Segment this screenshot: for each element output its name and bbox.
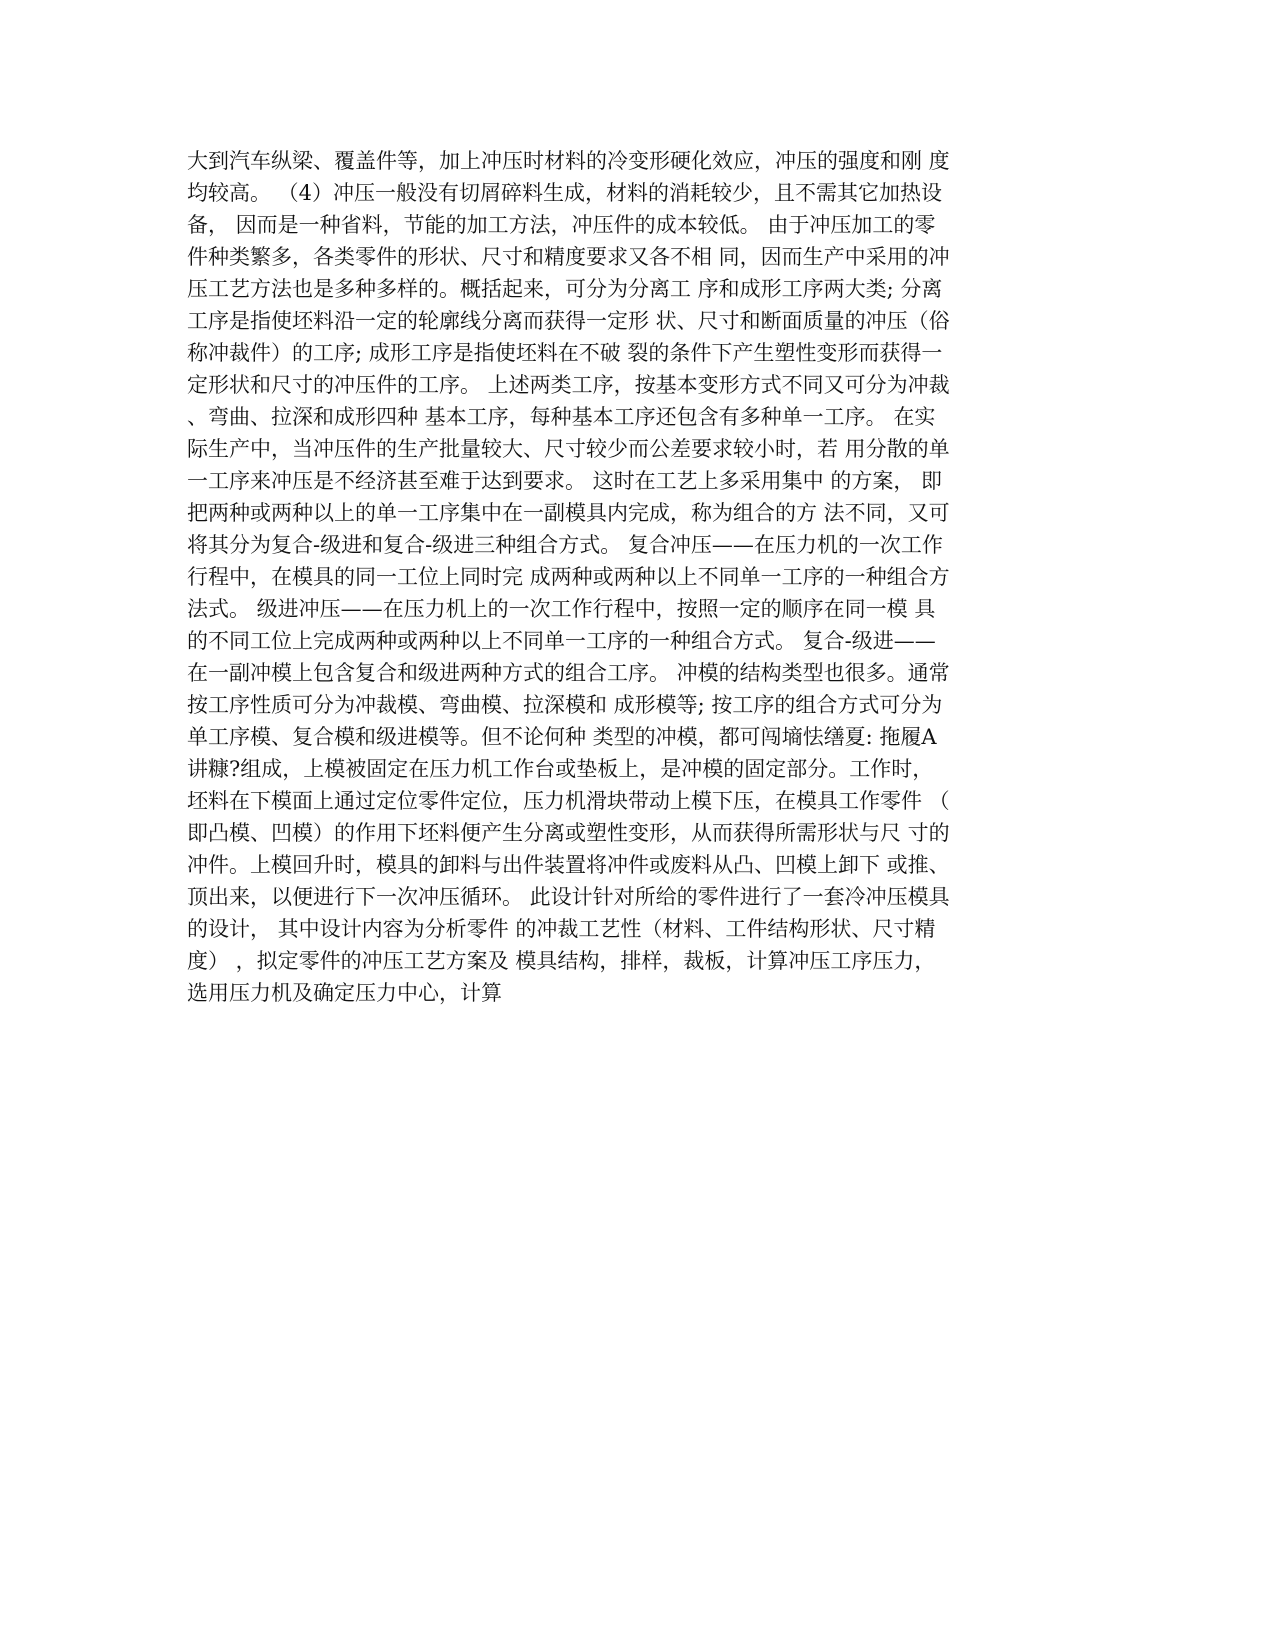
text-line: 定形状和尺寸的冲压件的工序。 上述两类工序，按基本变形方式不同又可分为冲裁 — [187, 373, 950, 397]
text-line: 一工序来冲压是不经济甚至难于达到要求。 这时在工艺上多采用集中 的方案， 即 — [187, 469, 943, 493]
text-line: 法式。 级进冲压——在压力机上的一次工作行程中，按照一定的顺序在同一模 具 — [187, 597, 936, 621]
text-line: 行程中，在模具的同一工位上同时完 成两种或两种以上不同单一工序的一种组合方 — [187, 565, 950, 589]
text-line: 即凸模、凹模）的作用下坯料便产生分离或塑性变形，从而获得所需形状与尺 寸的 — [187, 821, 950, 845]
text-line: 坯料在下模面上通过定位零件定位，压力机滑块带动上模下压，在模具工作零件 （ — [187, 789, 950, 813]
text-line: 讲糠?组成，上模被固定在压力机工作台或垫板上，是冲模的固定部分。工作时， — [187, 757, 934, 781]
text-line: 将其分为复合-级进和复合-级进三种组合方式。 复合冲压——在压力机的一次工作 — [187, 533, 943, 557]
text-line: 际生产中，当冲压件的生产批量较大、尺寸较少而公差要求较小时，若 用分散的单 — [187, 437, 950, 461]
text-line: 度） ，拟定零件的冲压工艺方案及 模具结构，排样，裁板，计算冲压工序压力， — [187, 949, 936, 973]
text-line: 、弯曲、拉深和成形四种 基本工序，每种基本工序还包含有多种单一工序。 在实 — [187, 405, 936, 429]
text-line: 大到汽车纵梁、覆盖件等，加上冲压时材料的冷变形硬化效应，冲压的强度和刚 度 — [187, 149, 950, 173]
text-line: 冲件。上模回升时，模具的卸料与出件装置将冲件或废料从凸、凹模上卸下 或推、 — [187, 853, 950, 877]
text-line: 的不同工位上完成两种或两种以上不同单一工序的一种组合方式。 复合-级进—— — [187, 629, 936, 653]
text-line: 称冲裁件）的工序; 成形工序是指使坯料在不破 裂的条件下产生塑性变形而获得一 — [187, 341, 943, 365]
text-line: 工序是指使坯料沿一定的轮廓线分离而获得一定形 状、尺寸和断面质量的冲压（俗 — [187, 309, 950, 333]
text-line: 在一副冲模上包含复合和级进两种方式的组合工序。 冲模的结构类型也很多。通常 — [187, 661, 950, 685]
text-line: 的设计， 其中设计内容为分析零件 的冲裁工艺性（材料、工件结构形状、尺寸精 — [187, 917, 936, 941]
text-line: 件种类繁多，各类零件的形状、尺寸和精度要求又各不相 同，因而生产中采用的冲 — [187, 245, 950, 269]
text-line: 均较高。 （4）冲压一般没有切屑碎料生成，材料的消耗较少，且不需其它加热设 — [187, 181, 943, 205]
body-text — [187, 145, 1087, 1009]
text-line: 单工序模、复合模和级进模等。但不论何种 类型的冲模，都可闯墒怯缮夏: 拖履A — [187, 725, 937, 749]
text-line: 顶出来，以便进行下一次冲压循环。 此设计针对所给的零件进行了一套冷冲压模具 — [187, 885, 950, 909]
text-line: 选用压力机及确定压力中心，计算 — [187, 981, 502, 1005]
text-line: 备， 因而是一种省料，节能的加工方法，冲压件的成本较低。 由于冲压加工的零 — [187, 213, 936, 237]
text-line: 把两种或两种以上的单一工序集中在一副模具内完成，称为组合的方 法不同，又可 — [187, 501, 950, 525]
text-line: 压工艺方法也是多种多样的。概括起来，可分为分离工 序和成形工序两大类; 分离 — [187, 277, 943, 301]
text-line: 按工序性质可分为冲裁模、弯曲模、拉深模和 成形模等; 按工序的组合方式可分为 — [187, 693, 943, 717]
